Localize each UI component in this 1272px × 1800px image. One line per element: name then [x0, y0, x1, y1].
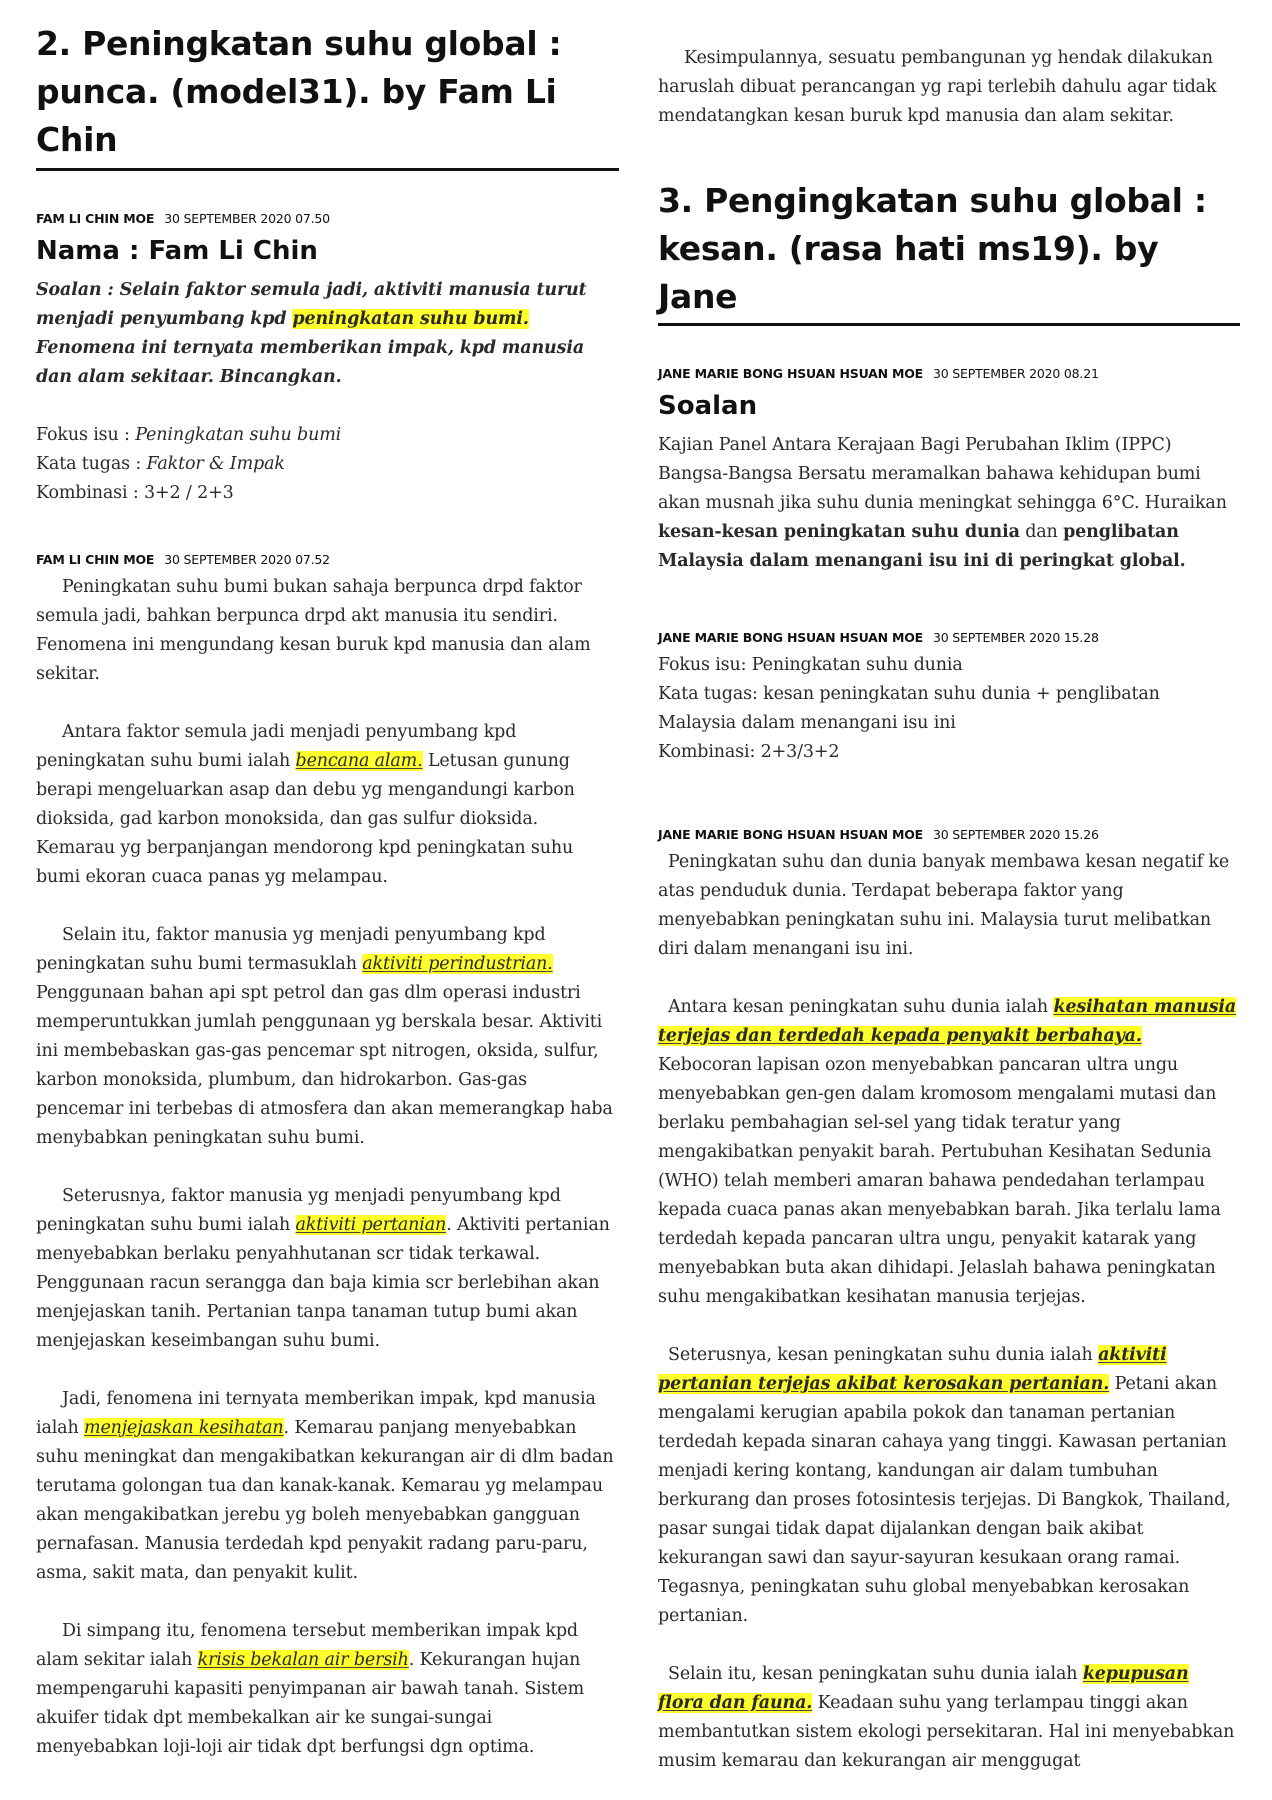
highlight: menjejaskan kesihatan: [84, 1418, 284, 1438]
post-author[interactable]: FAM LI CHIN MOE: [36, 211, 155, 226]
highlight: aktiviti pertanian: [295, 1215, 447, 1235]
left-column: [36, 0, 619, 1762]
question-text: Kajian Panel Antara Kerajaan Bagi Perubahan Iklim (IPPC) Bangsa-Bangsa Bersatu meramalkan bahawa kehidupan bumi akan musnah jika suhu dunia meningkat sehingga 6°C. Huraikan kesan-kesan peningkatan suhu dunia dan penglibatan Malaysia dalam menangani isu ini di peringkat global.: [658, 435, 1227, 571]
post-card: [658, 827, 1240, 1776]
paragraph: Peningkatan suhu bumi bukan sahaja berpunca drpd faktor semula jadi, bahkan berpunca drpd akt manusia itu sendiri. Fenomena ini mengundang kesan buruk kpd manusia dan alam sekitar.: [36, 577, 591, 684]
post-card: [36, 552, 619, 1762]
post-heading: Soalan: [658, 391, 758, 421]
tugas-line: Kata tugas : Faktor & Impak: [36, 454, 285, 474]
post-author[interactable]: FAM LI CHIN MOE: [36, 552, 155, 567]
conclusion-paragraph: Kesimpulannya, sesuatu pembangunan yg hendak dilakukan haruslah dibuat perancangan yg rapi terlebih dahulu agar tidak mendatangkan kesan buruk kpd manusia dan alam sekitar.: [658, 48, 1217, 126]
post-meta: [658, 366, 1240, 381]
highlight: aktiviti perindustrian.: [362, 954, 553, 974]
post-author[interactable]: JANE MARIE BONG HSUAN HSUAN MOE: [658, 827, 924, 842]
post-meta: [658, 630, 1240, 645]
highlight: kepupusan flora dan fauna.: [658, 1664, 1189, 1713]
paragraph: Jadi, fenomena ini ternyata memberikan impak, kpd manusia ialah menjejaskan kesihatan. Kemarau panjang menyebabkan suhu meningkat dan mengakibatkan kekurangan air di dlm badan terutama golongan tua dan kanak-kanak. Kemarau yg melampau akan mengakibatkan jerebu yg boleh menyebabkan gangguan pernafasan. Manusia terdedah kpd penyakit radang paru-paru, asma, sakit mata, dan penyakit kulit.: [36, 1389, 614, 1583]
paragraph: Selain itu, kesan peningkatan suhu dunia ialah kepupusan flora dan fauna. Keadaan suhu yang terlampau tinggi akan membantutkan sistem ekologi persekitaran. Hal ini menyebabkan musim kemarau dan kekurangan air menggugat: [658, 1664, 1235, 1771]
post-author[interactable]: JANE MARIE BONG HSUAN HSUAN MOE: [658, 630, 924, 645]
question-text: Soalan : Selain faktor semula jadi, aktiviti manusia turut menjadi penyumbang kpd peningkatan suhu bumi. Fenomena ini ternyata memberikan impak, kpd manusia dan alam sekitaar. Bincangkan.: [36, 280, 587, 387]
post-date: 30 SEPTEMBER 2020 07.52: [164, 552, 330, 567]
paragraph: Seterusnya, faktor manusia yg menjadi penyumbang kpd peningkatan suhu bumi ialah aktiviti pertanian. Aktiviti pertanian menyebabkan berlaku penyahhutanan scr tidak terkawal. Penggunaan racun serangga dan baja kimia scr berlebihan akan menjejaskan tanih. Pertanian tanpa tanaman tutup bumi akan menjejaskan keseimbangan suhu bumi.: [36, 1186, 610, 1351]
post-meta: [658, 827, 1240, 842]
post-meta: [36, 552, 619, 567]
kombinasi-line: Kombinasi : 3+2 / 2+3: [36, 483, 234, 503]
post-date: 30 SEPTEMBER 2020 15.26: [933, 827, 1099, 842]
paragraph: Antara kesan peningkatan suhu dunia ialah kesihatan manusia terjejas dan terdedah kepada penyakit berbahaya. Kebocoran lapisan ozon menyebabkan pancaran ultra ungu menyebabkan gen-gen dalam kromosom mengalami mutasi dan berlaku pembahagian sel-sel yang tidak teratur yang mengakibatkan penyakit barah. Pertubuhan Kesihatan Sedunia (WHO) telah memberi amaran bahawa pendedahan terlampau kepada cuaca panas akan menyebabkan barah. Jika terlalu lama terdedah kepada pancaran ultra ungu, penyakit katarak yang menyebabkan buta akan dihidapi. Jelaslah bahawa peningkatan suhu mengakibatkan kesihatan manusia terjejas.: [658, 997, 1237, 1307]
post-date: 30 SEPTEMBER 2020 15.28: [933, 630, 1099, 645]
post-meta: [36, 211, 619, 226]
right-column: [658, 0, 1240, 1776]
paragraph: Antara faktor semula jadi menjadi penyumbang kpd peningkatan suhu bumi ialah bencana alam. Letusan gunung berapi mengeluarkan asap dan debu yg mengandungi karbon dioksida, gad karbon monoksida, dan gas sulfur dioksida. Kemarau yg berpanjangan mendorong kpd peningkatan suhu bumi ekoran cuaca panas yg melampau.: [36, 722, 575, 887]
tugas-line: Kata tugas: kesan peningkatan suhu dunia + penglibatan Malaysia dalam menangani isu ini: [658, 684, 1160, 733]
post-author[interactable]: JANE MARIE BONG HSUAN HSUAN MOE: [658, 366, 924, 381]
highlight: bencana alam.: [295, 751, 423, 771]
fokus-line: Fokus isu: Peningkatan suhu dunia: [658, 655, 963, 675]
highlight: peningkatan suhu bumi.: [292, 309, 529, 329]
paragraph: Peningkatan suhu dan dunia banyak membawa kesan negatif ke atas penduduk dunia. Terdapat beberapa faktor yang menyebabkan peningkatan suhu ini. Malaysia turut melibatkan diri dalam menangani isu ini.: [658, 852, 1230, 959]
post-date: 30 SEPTEMBER 2020 08.21: [933, 366, 1099, 381]
post-card: [36, 211, 619, 508]
paragraph: Di simpang itu, fenomena tersebut memberikan impak kpd alam sekitar ialah krisis bekalan air bersih. Kekurangan hujan mempengaruhi kapasiti penyimpanan air bawah tanah. Sistem akuifer tidak dpt membekalkan air ke sungai-sungai menyebabkan loji-loji air tidak dpt berfungsi dgn optima.: [36, 1621, 585, 1757]
paragraph: Seterusnya, kesan peningkatan suhu dunia ialah aktiviti pertanian terjejas akibat kerosakan pertanian. Petani akan mengalami kerugian apabila pokok dan tanaman pertanian terdedah kepada sinaran cahaya yang tinggi. Kawasan pertanian menjadi kering kontang, kandungan air dalam tumbuhan berkurang dan proses fotosintesis terjejas. Di Bangkok, Thailand, pasar sungai tidak dapat dijalankan dengan baik akibat kekurangan sawi dan sayur-sayuran kesukaan orang ramai. Tegasnya, peningkatan suhu global menyebabkan kerosakan pertanian.: [658, 1345, 1231, 1626]
post-card: [658, 630, 1240, 767]
post-card: [658, 366, 1240, 576]
section-title: 3. Pengingkatan suhu global : kesan. (rasa hati ms19). by Jane: [658, 177, 1240, 326]
paragraph: Selain itu, faktor manusia yg menjadi penyumbang kpd peningkatan suhu bumi termasuklah aktiviti perindustrian. Penggunaan bahan api spt petrol dan gas dlm operasi industri memperuntukkan jumlah penggunaan yg berskala besar. Aktiviti ini membebaskan gas-gas pencemar spt nitrogen, oksida, sulfur, karbon monoksida, plumbum, dan hidrokarbon. Gas-gas pencemar ini terbebas di atmosfera dan akan memerangkap haba menybabkan peningkatan suhu bumi.: [36, 925, 613, 1148]
post-date: 30 SEPTEMBER 2020 07.50: [164, 211, 330, 226]
highlight: krisis bekalan air bersih: [197, 1650, 409, 1670]
highlight: kesihatan manusia terjejas dan terdedah kepada penyakit berbahaya.: [658, 997, 1237, 1046]
section-title: 2. Peningkatan suhu global : punca. (model31). by Fam Li Chin: [36, 20, 619, 171]
highlight: aktiviti pertanian terjejas akibat kerosakan pertanian.: [658, 1345, 1167, 1394]
kombinasi-line: Kombinasi: 2+3/3+2: [658, 742, 840, 762]
fokus-line: Fokus isu : Peningkatan suhu bumi: [36, 425, 342, 445]
post-heading: Nama : Fam Li Chin: [36, 236, 318, 266]
